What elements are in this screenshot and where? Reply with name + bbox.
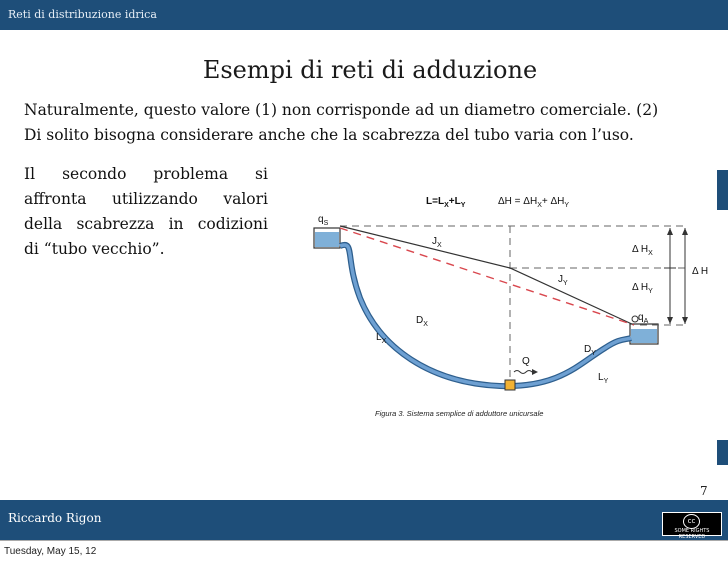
body-line-2 xyxy=(24,187,268,212)
word: valori xyxy=(223,190,268,208)
date-label: Tuesday, May 15, 12 xyxy=(4,546,97,557)
side-tab-lower xyxy=(717,440,728,465)
energy-line-dashed xyxy=(340,228,634,325)
word: problema xyxy=(153,165,229,183)
arrowhead xyxy=(682,228,688,235)
piezometric-line xyxy=(340,226,634,325)
word: utilizzando xyxy=(111,190,198,208)
arrowhead xyxy=(682,317,688,324)
arrowhead xyxy=(532,369,538,375)
label-dh-total: Δ H xyxy=(692,266,709,277)
creative-commons-badge[interactable] xyxy=(662,512,722,540)
pipe xyxy=(340,245,631,386)
intro-line-1: Naturalmente, questo valore (1) non corrisponde ad un diametro comerciale. (2) xyxy=(24,101,659,119)
label-q: Q xyxy=(522,356,530,367)
label-ly: $L_Y$ xyxy=(598,372,609,385)
word: Il xyxy=(24,165,36,183)
formula-headloss: $\Delta H = \Delta H_X+ \Delta H_Y$ xyxy=(498,196,570,209)
word: di “tubo vecchio”. xyxy=(24,240,165,258)
label-dx: $D_X$ xyxy=(416,315,428,328)
label-lx: $L_X$ xyxy=(376,332,387,345)
intro-text xyxy=(24,98,714,148)
author-name: Riccardo Rigon xyxy=(8,511,102,525)
word: secondo xyxy=(62,165,127,183)
label-qa: $q_A$ xyxy=(638,312,649,325)
arrowhead xyxy=(667,228,673,235)
reservoir-right-water xyxy=(631,329,657,343)
word: si xyxy=(255,165,268,183)
formula-length: $L=L_X+L_Y$ xyxy=(426,196,466,209)
word: codizioni xyxy=(197,215,268,233)
slide-title: Esempi di reti di adduzione xyxy=(202,56,538,84)
header-bar xyxy=(0,0,728,30)
label-jx: $J_X$ xyxy=(432,236,442,249)
word: della xyxy=(24,215,63,233)
body-line-4 xyxy=(24,237,268,262)
label-qs: $q_S$ xyxy=(318,214,329,227)
date-bar xyxy=(0,540,728,561)
side-tab-upper xyxy=(717,170,728,210)
license-label: SOME RIGHTS RESERVED xyxy=(674,528,710,540)
label-dy: $D_Y$ xyxy=(584,344,596,357)
right-margin xyxy=(715,30,728,500)
body-line-1 xyxy=(24,162,268,187)
cc-icon: cc xyxy=(683,514,700,529)
label-dhy: Δ $H_Y$ xyxy=(632,282,653,295)
flow-arrow-icon xyxy=(514,371,532,374)
figure-caption: Figura 3. Sistema semplice di adduttore unicursale xyxy=(375,409,544,418)
junction-node xyxy=(505,380,515,390)
label-dhx: Δ $H_X$ xyxy=(632,244,653,257)
arrowhead xyxy=(667,317,673,324)
intro-line-2: Di solito bisogna considerare anche che la scabrezza del tubo varia con l’uso. xyxy=(24,126,634,144)
label-jy: $J_Y$ xyxy=(558,274,568,287)
word: scabrezza xyxy=(76,215,155,233)
presentation-title: Reti di distribuzione idrica xyxy=(8,8,157,21)
body-paragraph xyxy=(24,162,268,262)
adduction-diagram xyxy=(300,188,715,423)
pipe-outline xyxy=(340,245,631,386)
footer-bar xyxy=(0,500,728,540)
reservoir-left-water xyxy=(315,232,339,247)
page-number: 7 xyxy=(700,484,708,498)
word: in xyxy=(168,215,184,233)
body-line-3 xyxy=(24,212,268,237)
word: affronta xyxy=(24,190,87,208)
